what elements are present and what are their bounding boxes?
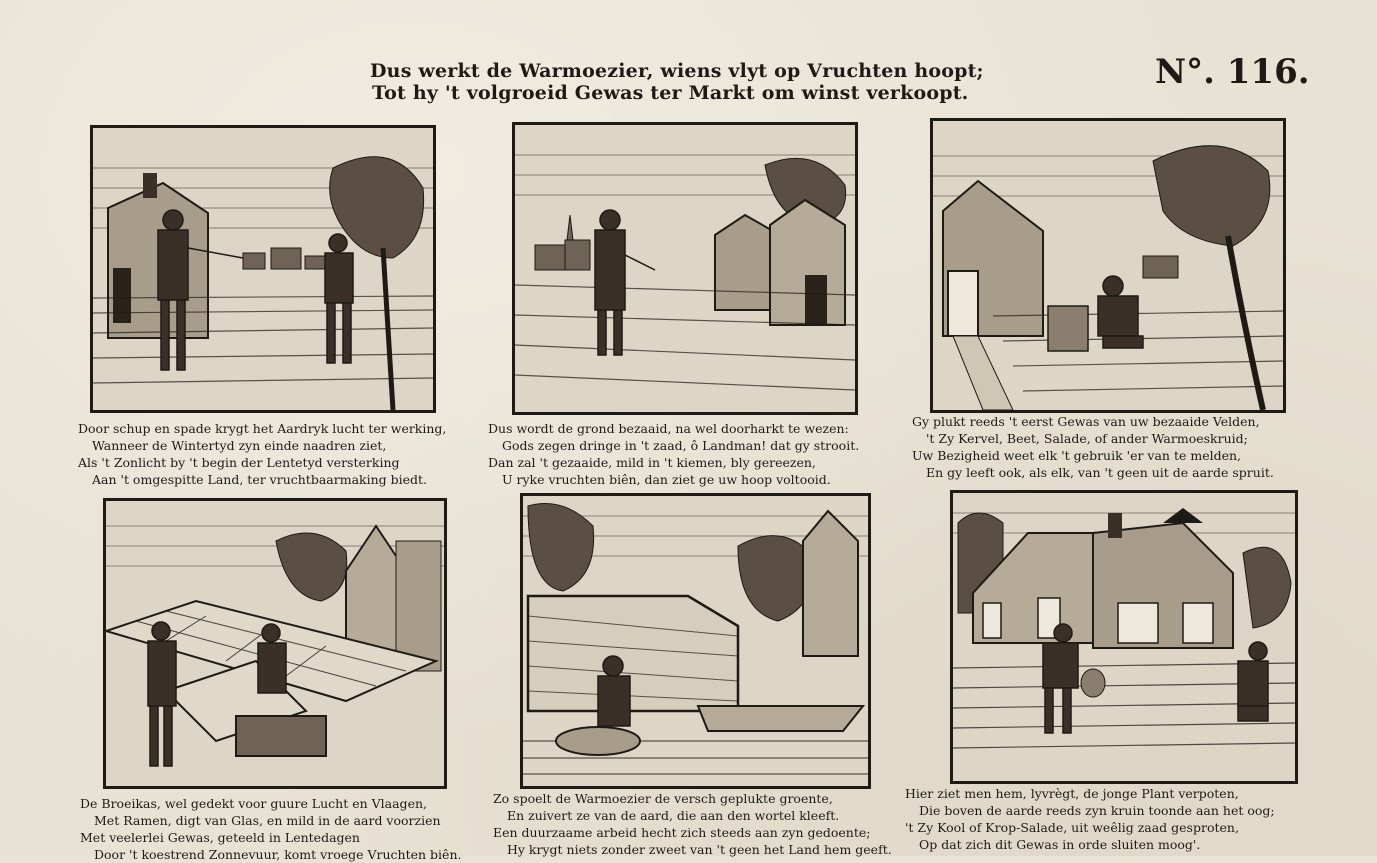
caption-line: Als 't Zonlicht by 't begin der Lentetyd versterking — [78, 455, 400, 470]
caption-panel-4 — [80, 795, 461, 863]
woodcut-digging-image — [93, 128, 433, 410]
woodcut-sowing-image — [515, 125, 855, 412]
caption-line: Aan 't omgespitte Land, ter vruchtbaarmaking biedt. — [92, 472, 428, 487]
caption-line: Wanneer de Wintertyd zyn einde naadren ziet, — [92, 438, 387, 453]
caption-panel-2 — [488, 420, 859, 488]
woodcut-panel-greenhouse — [103, 498, 447, 789]
caption-line: En gy leeft ook, als elk, van 't geen uit de aarde spruit. — [926, 465, 1274, 480]
caption-line: Met veelerlei Gewas, geteeld in Lentedagen — [80, 830, 360, 845]
caption-line: 't Zy Kool of Krop-Salade, uit weêlig zaad gesproten, — [905, 820, 1239, 835]
woodcut-panel-digging — [90, 125, 436, 413]
caption-line: Dan zal 't gezaaide, mild in 't kiemen, bly gereezen, — [488, 455, 816, 470]
woodcut-panel-harvesting — [930, 118, 1286, 413]
page-title — [370, 60, 990, 104]
caption-panel-5 — [493, 790, 892, 858]
caption-line: 't Zy Kervel, Beet, Salade, of ander Warmoeskruid; — [926, 431, 1248, 446]
woodcut-planting-image — [953, 493, 1295, 781]
caption-line: Hier ziet men hem, lyvrègt, de jonge Plant verpoten, — [905, 786, 1239, 801]
caption-panel-1 — [78, 420, 446, 488]
caption-line: De Broeikas, wel gedekt voor guure Lucht en Vlaagen, — [80, 796, 427, 811]
title-line-1: Dus werkt de Warmoezier, wiens vlyt op Vruchten hoopt; — [370, 60, 984, 82]
woodcut-harvesting-image — [933, 121, 1283, 410]
woodcut-panel-sowing — [512, 122, 858, 415]
woodcut-panel-washing — [520, 493, 871, 789]
caption-panel-6 — [905, 785, 1275, 853]
caption-line: Die boven de aarde reeds zyn kruin toonde aan het oog; — [919, 803, 1275, 818]
caption-line: Zo spoelt de Warmoezier de versch geplukte groente, — [493, 791, 833, 806]
caption-line: Uw Bezigheid weet elk 't gebruik 'er van te melden, — [912, 448, 1242, 463]
caption-panel-3 — [912, 413, 1274, 481]
caption-line: Gy plukt reeds 't eerst Gewas van uw bezaaide Velden, — [912, 414, 1260, 429]
caption-line: Door 't koestrend Zonnevuur, komt vroege Vruchten biên. — [94, 847, 462, 862]
woodcut-washing-image — [523, 496, 868, 786]
woodcut-panel-planting — [950, 490, 1298, 784]
caption-line: Gods zegen dringe in 't zaad, ô Landman! dat gy strooit. — [502, 438, 860, 453]
caption-line: En zuivert ze van de aard, die aan den wortel kleeft. — [507, 808, 840, 823]
caption-line: Op dat zich dit Gewas in orde sluiten moog'. — [919, 837, 1201, 852]
caption-line: Dus wordt de grond bezaaid, na wel doorharkt te wezen: — [488, 421, 849, 436]
caption-line: Een duurzaame arbeid hecht zich steeds aan zyn gedoente; — [493, 825, 871, 840]
caption-line: Met Ramen, digt van Glas, en mild in de aard voorzien — [94, 813, 441, 828]
woodcut-greenhouse-image — [106, 501, 444, 786]
caption-line: U ryke vruchten biên, dan ziet ge uw hoop voltooid. — [502, 472, 831, 487]
title-line-2: Tot hy 't volgroeid Gewas ter Markt om winst verkoopt. — [372, 82, 969, 104]
print-number: N°. 116. — [1155, 52, 1310, 92]
caption-line: Hy krygt niets zonder zweet van 't geen het Land hem geeft. — [507, 842, 892, 857]
caption-line: Door schup en spade krygt het Aardryk lucht ter werking, — [78, 421, 447, 436]
